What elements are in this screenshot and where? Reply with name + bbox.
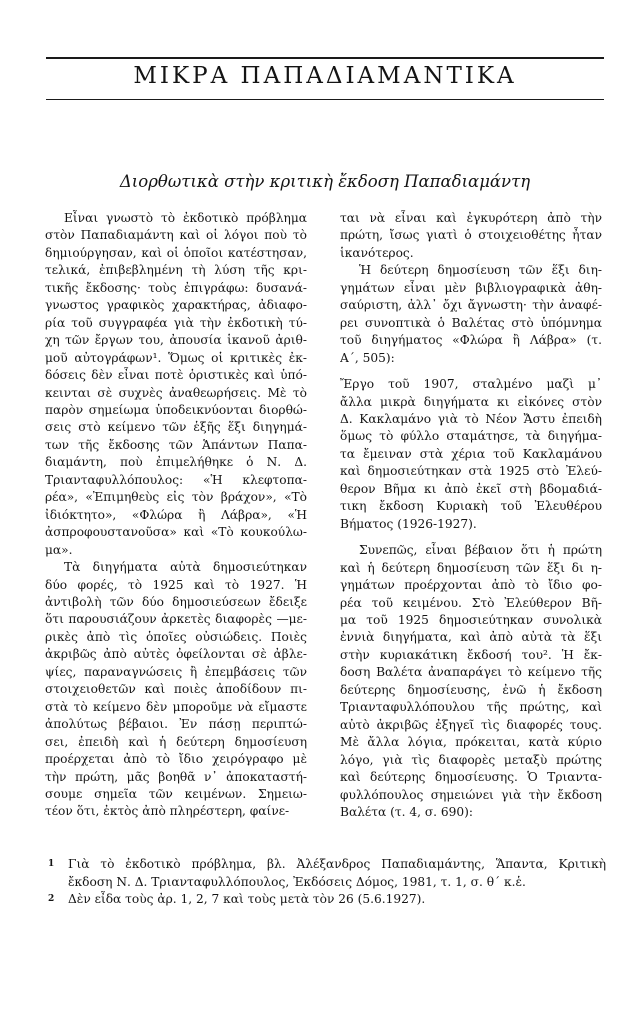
- text-line: των τῆς ἔκδοσης τῶν Ἁπάντων Παπα-: [45, 437, 307, 452]
- text-line: ἐννιὰ διηγήματα, καὶ ἀπὸ αὐτὰ τὰ ἕξι: [340, 630, 602, 645]
- text-line: ρει συνοπτικὰ ὁ Βαλέτας στὸ ὑπόμνημα: [340, 315, 602, 330]
- footnote-marker: 2: [48, 894, 55, 904]
- text-line: Δ. Κακλαμάνο γιὰ τὸ Νέον Ἄστυ ἐπειδὴ: [340, 411, 602, 426]
- text-line: φυλλόπουλος σημειώνει γιὰ τὴν ἔκδοση: [340, 787, 602, 802]
- text-line: σει, ἐπειδὴ καὶ ἡ δεύτερη δημοσίευση: [45, 734, 307, 749]
- text-line: προέρχεται ἀπὸ τὸ ἴδιο χειρόγραφο μὲ: [45, 752, 307, 767]
- text-line: λόγο, γιὰ τὶς διαφορὲς μεταξὺ πρώτης: [340, 752, 602, 767]
- text-line: τελικά, ἐπιβεβλημένη τὴ λύση τῆς κρι-: [45, 263, 307, 278]
- text-line: καὶ δεύτερης δημοσίευσης. Ὁ Τριαντα-: [340, 770, 602, 785]
- footnote: [46, 856, 606, 891]
- right-text-column: [340, 210, 602, 821]
- text-line: Τὰ διηγήματα αὐτὰ δημοσιεύτηκαν: [64, 560, 307, 575]
- text-line: τικῆς ἔκδοσης· τοὺς ἐπιγράφω: δυσανά-: [45, 280, 307, 295]
- text-line: γημάτων προέρχονται ἀπὸ τὸ ἴδιο φο-: [340, 578, 602, 593]
- text-line: τὴν πρώτη, μᾶς βοηθᾶ ν᾽ ἀποκαταστή-: [45, 769, 307, 784]
- text-line: πρώτη, ἴσως γιατὶ ὁ στοιχειοθέτης ἦταν: [340, 228, 602, 243]
- text-line: τικη ἔκδοση Κυριακὴ τοῦ Ἐλευθέρου: [340, 499, 602, 514]
- text-line: γνωστος γραφικὸς χαρακτήρας, ἀδιαφο-: [45, 298, 307, 313]
- text-line: σεις στὸ κείμενο τῶν ἑξῆς ἕξι διηγημά-: [45, 420, 307, 435]
- text-line: δύο φορές, τὸ 1925 καὶ τὸ 1927. Ἡ: [45, 577, 307, 592]
- text-line: Ἔργο τοῦ 1907, σταλμένο μαζὶ μ᾽: [340, 377, 602, 392]
- text-line: ὅμως τὸ φύλλο σταμάτησε, τὰ διηγήμα-: [340, 429, 602, 444]
- text-line: ἀκριβῶς ἀπὸ αὐτὲς ὀφείλονται σὲ ἀβλε-: [45, 647, 307, 662]
- text-line: Συνεπῶς, εἶναι βέβαιον ὅτι ἡ πρώτη: [359, 543, 602, 558]
- text-line: μοῦ αὐτογράφων¹. Ὅμως οἱ κριτικὲς ἐκ-: [45, 350, 307, 365]
- text-line: δόσεις δὲν εἶναι ποτὲ ὁριστικὲς καὶ ὑπό-: [45, 368, 307, 383]
- footnotes: [46, 856, 606, 909]
- running-header: ΜΙΚΡΑ ΠΑΠΑΔΙΑΜΑΝΤΙΚΑ: [133, 63, 517, 89]
- footnote-line: ἔκδοση Ν. Δ. Τριανταφυλλόπουλος, Ἐκδόσεις Δόμος, 1981, τ. 1, σ. θ΄ κ.ἑ.: [68, 874, 526, 889]
- text-line: καὶ δημοσιεύτηκαν στὰ 1925 στὸ Ἐλεύ-: [340, 464, 602, 479]
- text-line: Μὲ ἄλλα λόγια, πρόκειται, κατὰ κύριο: [340, 735, 602, 750]
- text-line: Ἡ δεύτερη δημοσίευση τῶν ἕξι διη-: [359, 263, 602, 278]
- text-line: ἀπολύτως βέβαιοι. Ἐν πάσῃ περιπτώ-: [45, 717, 307, 732]
- text-line: ρέα», «Ἐπιμηθεὺς εἰς τὸν βράχον», «Τὸ: [45, 490, 307, 505]
- text-line: στὸν Παπαδιαμάντη καὶ οἱ λόγοι ποὺ τὸ: [45, 228, 307, 243]
- text-line: δεύτερης δημοσίευσης, ἐνῶ ἡ ἔκδοση: [340, 682, 602, 697]
- text-line: δοση Βαλέτα ἀναπαράγει τὸ κείμενο τῆς: [340, 665, 602, 680]
- text-line: ὅτι παρουσιάζουν ἀρκετὲς διαφορὲς —με-: [45, 612, 307, 627]
- text-line: στοιχειοθετῶν καὶ ποιὲς ἀποδίδουν πι-: [45, 682, 307, 697]
- paragraph-gap: [340, 367, 602, 376]
- left-text-column: [45, 210, 307, 821]
- text-line: ἄλλα μικρὰ διηγήματα κι εἰκόνες στὸν: [340, 394, 602, 409]
- text-line: Εἶναι γνωστὸ τὸ ἐκδοτικὸ πρόβλημα: [64, 211, 307, 225]
- text-line: ἰδιόκτητο», «Φλώρα ἢ Λάβρα», «Ἡ: [45, 507, 307, 522]
- text-line: τοῦ διηγήματος «Φλώρα ἢ Λάβρα» (τ.: [340, 333, 602, 348]
- header-top-rule: [46, 57, 604, 59]
- text-line: ἀσπροφουστανοῦσα» καὶ «Τὸ κουκούλω-: [45, 525, 307, 540]
- footnote-line: Γιὰ τὸ ἐκδοτικὸ πρόβλημα, βλ. Ἀλέξανδρος Παπαδιαμάντης, Ἅπαντα, Κριτικὴ: [68, 857, 606, 871]
- text-line: μα».: [45, 542, 73, 557]
- text-line: παρὸν σημείωμα ὑποδεικνύονται διορθώ-: [45, 402, 307, 417]
- text-line: καὶ ἡ δεύτερη δημοσίευση τῶν ἕξι δι η-: [340, 560, 602, 575]
- text-line: διαμάντη, ποὺ ἐπιμελήθηκε ὁ Ν. Δ.: [45, 455, 307, 470]
- text-line: ἱκανότερος.: [340, 245, 414, 260]
- text-line: σουμε σημεῖα τῶν κειμένων. Σημειω-: [45, 786, 307, 801]
- text-line: στὰ τὸ κείμενο δὲν μποροῦμε νὰ εἴμαστε: [45, 699, 307, 714]
- text-line: Βήματος (1926-1927).: [340, 516, 477, 531]
- text-line: ρέα τοῦ κειμένου. Στὸ Ἐλεύθερον Βῆ-: [340, 595, 602, 610]
- text-line: αὐτὸ ἀκριβῶς ἐξηγεῖ τὶς διαφορές τους.: [340, 717, 602, 732]
- text-line: ψίες, παραναγνώσεις ἢ ἐπεμβάσεις τῶν: [45, 664, 307, 679]
- text-line: γημάτων εἶναι μὲν βιβλιογραφικὰ ἀθη-: [340, 280, 602, 295]
- text-line: κεινται σὲ συχνὲς ἀναθεωρήσεις. Μὲ τὸ: [45, 385, 307, 400]
- text-line: μα τοῦ 1925 δημοσιεύτηκαν συνολικὰ: [340, 612, 602, 627]
- text-line: ρία τοῦ συγγραφέα γιὰ τὴν ἐκδοτικὴ τύ-: [45, 315, 307, 330]
- text-line: Τριανταφυλλόπουλου τῆς πρώτης, καὶ: [340, 700, 602, 715]
- text-line: σαύριστη, ἀλλ᾽ ὄχι ἄγνωστη· τὴν ἀναφέ-: [340, 298, 602, 313]
- text-line: ται νὰ εἶναι καὶ ἐγκυρότερη ἀπὸ τὴν: [340, 211, 602, 225]
- text-line: δημιούργησαν, καὶ οἱ ὁποῖοι κατέστησαν,: [45, 245, 307, 260]
- text-line: Τριανταφυλλόπουλος: «Ἡ κλεφτοπα-: [45, 472, 307, 487]
- article-title: Διορθωτικὰ στὴν κριτικὴ ἔκδοση Παπαδιαμάντη: [119, 172, 531, 191]
- paragraph-gap: [340, 533, 602, 542]
- text-line: ρικὲς ἀπὸ τὶς ὁποῖες οὐσιώδεις. Ποιὲς: [45, 629, 307, 644]
- footnote-line: Δὲν εἶδα τοὺς ἀρ. 1, 2, 7 καὶ τοὺς μετὰ τὸν 26 (5.6.1927).: [68, 892, 426, 906]
- text-line: στὴν κυριακάτικη ἔκδοσή του². Ἡ ἔκ-: [340, 647, 602, 662]
- footnote: [46, 891, 606, 909]
- text-line: ἀντιβολὴ τῶν δύο δημοσιεύσεων ἔδειξε: [45, 594, 307, 609]
- header-bottom-rule: [46, 99, 604, 100]
- text-line: χη τῶν ἔργων του, ἀπουσία ἱκανοῦ ἀριθ-: [45, 333, 307, 348]
- text-line: Α΄, 505):: [340, 350, 395, 365]
- text-line: τα ἔμειναν στὰ χέρια τοῦ Κακλαμάνου: [340, 446, 602, 461]
- text-line: τέον ὅτι, ἐκτὸς ἀπὸ πληρέστερη, φαίνε-: [45, 804, 290, 819]
- text-line: θερον Βῆμα κι ἀπὸ ἐκεῖ στὴ βδομαδιά-: [340, 481, 602, 496]
- footnote-marker: 1: [48, 859, 55, 869]
- text-line: Βαλέτα (τ. 4, σ. 690):: [340, 804, 474, 819]
